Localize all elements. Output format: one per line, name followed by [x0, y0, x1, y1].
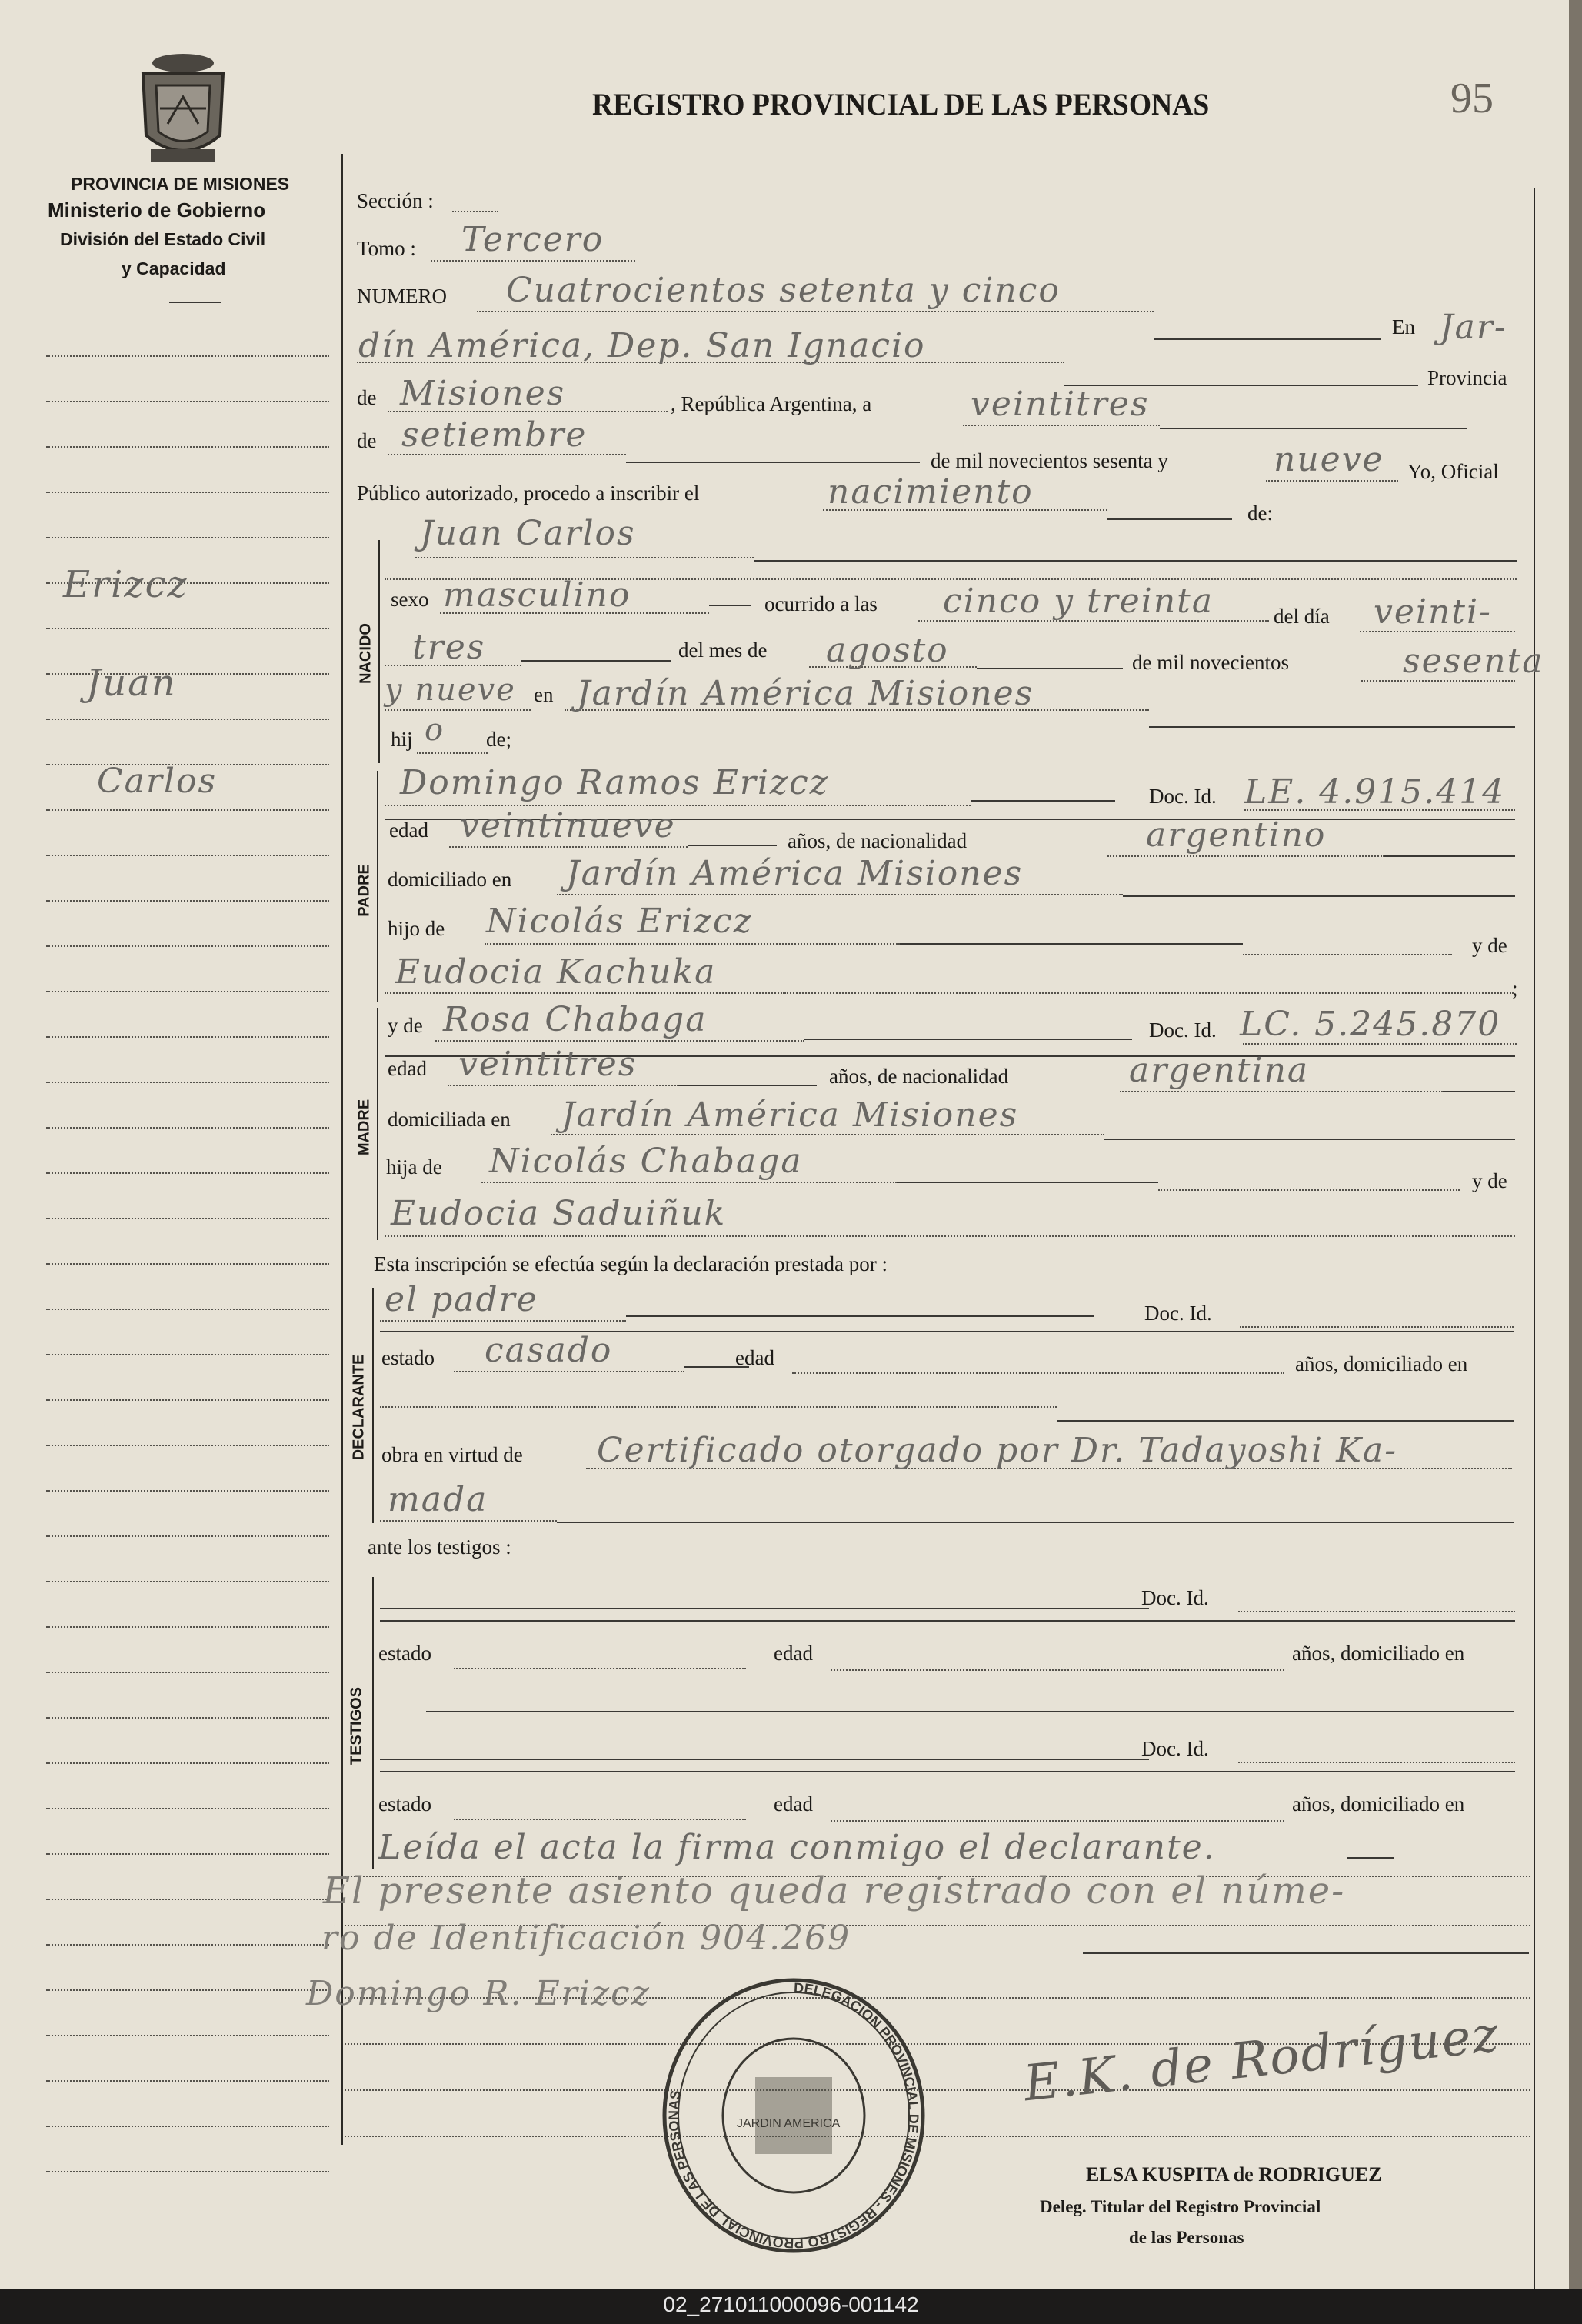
padre-semicolon: ; [1512, 977, 1518, 1000]
margin-rule [46, 401, 329, 402]
margin-rule [46, 1218, 329, 1219]
margin-rule [46, 1490, 329, 1492]
en-value-1: Jar- [1440, 308, 1507, 347]
margin-rule [46, 1354, 329, 1355]
official-name: ELSA KUSPITA de RODRIGUEZ [1086, 2163, 1382, 2186]
hora-value: cinco y treinta [943, 582, 1214, 621]
anio-nac-line-2 [385, 709, 531, 711]
margin-rule [46, 1082, 329, 1083]
margin-rule [46, 355, 329, 357]
margin-rule [46, 628, 329, 629]
official-stamp [655, 1969, 932, 2262]
testigo2-name-rule [380, 1759, 1149, 1760]
madre-nombre-line [435, 1040, 804, 1042]
dia-nac-rule [521, 660, 671, 662]
del-mes-label: del mes de [678, 639, 768, 662]
madre-dom-rule [1104, 1139, 1515, 1140]
madre-nac-line [1120, 1091, 1443, 1092]
margin-rule [46, 1853, 329, 1855]
madre-dom-value: Jardín América Misiones [561, 1095, 1019, 1135]
province-name: PROVINCIA DE MISIONES [71, 174, 290, 194]
margin-rule [46, 1263, 329, 1265]
padre-edad-value: veintinueve [460, 806, 676, 845]
lugar-nac-value: Jardín América Misiones [577, 674, 1034, 713]
mes-nac-value: agosto [826, 631, 949, 670]
anio-line [1266, 480, 1398, 482]
section-declarante: DECLARANTE [350, 1354, 368, 1461]
padre-y-de-label: y de [1472, 934, 1507, 957]
madre-dom-label: domiciliada en [388, 1108, 511, 1131]
declarante-dom-rule [1057, 1420, 1514, 1422]
testigo2-dom-label: años, domiciliado en [1292, 1792, 1465, 1816]
del-dia-label: del día [1274, 605, 1330, 628]
de-colon-label: de: [1247, 502, 1273, 525]
margin-rule [46, 1672, 329, 1673]
margin-rule [46, 2126, 329, 2127]
padre-nombre-rule [971, 800, 1115, 802]
declarante-doc-line [1240, 1326, 1514, 1328]
margin-rule [46, 1172, 329, 1174]
margin-rule [46, 1989, 329, 1991]
testigo2-doc-line [1238, 1762, 1515, 1763]
dia-value: veintitres [971, 385, 1150, 424]
padre-dom-value: Jardín América Misiones [566, 854, 1024, 893]
nombre-rule [754, 560, 1517, 562]
en-label: En [1392, 315, 1415, 338]
madre-edad-label: edad [388, 1057, 427, 1080]
margin-rule [46, 1626, 329, 1628]
note-rule-2 [1083, 1952, 1529, 1954]
header-rule [169, 302, 221, 303]
madre-doc-value: LC. 5.245.870 [1240, 1005, 1501, 1044]
section-padre: PADRE [355, 864, 373, 917]
testigo1-estado-label: estado [378, 1642, 431, 1665]
tomo-label: Tomo : [357, 237, 416, 260]
madre-hija-de-label: hija de [386, 1155, 442, 1179]
madre-nombre-value: Rosa Chabaga [443, 1000, 708, 1039]
madre-padre-line [481, 1182, 897, 1183]
division-name: División del Estado Civil [60, 229, 266, 249]
margin-surname: Erizcz [63, 563, 188, 606]
nombre-line [415, 557, 754, 558]
madre-padre-value: Nicolás Chabaga [489, 1142, 803, 1181]
declarante-signature: Domingo R. Erizcz [306, 1974, 651, 2013]
official-title-1: Deleg. Titular del Registro Provincial [1040, 2197, 1321, 2216]
testigo1-edad-label: edad [774, 1642, 813, 1665]
testigo1-estado-line [454, 1668, 746, 1669]
provincia-label: Provincia [1427, 366, 1507, 389]
declarante-edad-line [792, 1372, 1284, 1374]
mes-nac-rule [977, 668, 1123, 669]
padre-madre-line [385, 992, 784, 994]
declarante-value: el padre [385, 1280, 538, 1319]
nombre-value: Juan Carlos [420, 514, 636, 553]
republica-label: , República Argentina, a [671, 392, 872, 415]
hijo-suffix: o [425, 712, 445, 748]
dia-line [963, 425, 1160, 426]
registro-note-2: ro de Identificación 904.269 [321, 1919, 851, 1958]
hijo-label: hij [391, 728, 413, 751]
margin-first-name: Juan [86, 662, 177, 705]
madre-y-de-label: y de [388, 1014, 423, 1037]
padre-nac-value: argentino [1146, 815, 1327, 855]
madre-nac-label: años, de nacionalidad [829, 1065, 1009, 1088]
margin-rule [46, 719, 329, 720]
ante-label: ante los testigos : [368, 1535, 511, 1559]
declarante-estado-line [454, 1371, 684, 1372]
padre-edad-line [449, 846, 688, 848]
anio-value: nueve [1274, 440, 1384, 479]
de-mil2-label: de mil novecientos [1132, 651, 1289, 674]
section-madre: MADRE [355, 1099, 373, 1156]
testigo2-estado-line [454, 1819, 746, 1820]
madre-edad-rule [678, 1085, 817, 1086]
official-title-2: de las Personas [1129, 2228, 1244, 2247]
obra-value-2: mada [388, 1480, 488, 1519]
main-right-border [1534, 188, 1535, 2289]
declarante-rule [626, 1315, 1094, 1317]
padre-doc-label: Doc. Id. [1149, 785, 1217, 808]
acto-rule [1107, 518, 1232, 520]
declarante-dom-label: años, domiciliado en [1295, 1352, 1468, 1375]
margin-rule [46, 1717, 329, 1719]
dia-rule [1160, 428, 1467, 429]
mes-de-label: de [357, 429, 377, 452]
testigo2-doc-label: Doc. Id. [1141, 1737, 1209, 1760]
testigo1-dom-rule [426, 1711, 1514, 1712]
padre-hijo-de-label: hijo de [388, 917, 445, 940]
padre-nac-rule [1384, 855, 1515, 857]
numero-rule [1154, 338, 1381, 340]
declarante-estado-label: estado [381, 1346, 435, 1369]
margin-rule [46, 446, 329, 448]
testigo2-estado-label: estado [378, 1792, 431, 1816]
padre-madre-value: Eudocia Kachuka [395, 952, 717, 992]
padre-nombre-value: Domingo Ramos Erizcz [400, 763, 829, 802]
official-signature: E.K. de Rodríguez [1021, 2006, 1503, 2113]
padre-nac-label: años, de nacionalidad [788, 829, 968, 852]
testigo1-doc-label: Doc. Id. [1141, 1586, 1209, 1609]
testigos-border [372, 1577, 374, 1869]
padre-dom-label: domiciliado en [388, 868, 512, 891]
margin-rule [46, 1535, 329, 1537]
section-testigos: TESTIGOS [348, 1686, 365, 1766]
madre-padre-rule [897, 1182, 1158, 1183]
padre-doc-value: LE. 4.915.414 [1244, 772, 1506, 812]
declarante-line [380, 1320, 626, 1322]
coat-of-arms-emblem [129, 51, 237, 166]
dia-nac-value-1: veinti- [1374, 592, 1492, 632]
madre-y-de-label-2: y de [1472, 1169, 1507, 1192]
nacido-border [378, 540, 380, 763]
testigo1-edad-line [831, 1669, 1284, 1671]
capacity-name: y Capacidad [122, 258, 226, 278]
stamp-outer-text: DELEGACION PROVINCIAL DE MISIONES - REGISTRO PROVINCIAL DE LAS PERSONAS [665, 1979, 922, 2252]
margin-rule [46, 2080, 329, 2082]
section-nacido: NACIDO [357, 623, 375, 684]
madre-nac-rule [1443, 1091, 1515, 1092]
declarante-doc-label: Doc. Id. [1144, 1302, 1212, 1325]
madre-padre-line-2 [1158, 1189, 1460, 1191]
sexo-rule [709, 605, 751, 606]
margin-rule [46, 1944, 329, 1946]
sexo-value: masculino [443, 575, 631, 615]
hijo-de-label: de; [486, 728, 511, 751]
testigo1-rule [380, 1620, 1515, 1622]
padre-padre-rule [900, 943, 1243, 945]
margin-rule [46, 1309, 329, 1310]
madre-edad-line [448, 1085, 678, 1086]
madre-nac-value: argentina [1129, 1051, 1310, 1090]
hijo-line [417, 752, 488, 754]
acto-value: nacimiento [828, 472, 1034, 512]
obra-label: obra en virtud de [381, 1443, 523, 1466]
margin-rule [46, 1036, 329, 1038]
madre-edad-value: veintitres [458, 1045, 638, 1084]
testigo1-dom-label: años, domiciliado en [1292, 1642, 1465, 1665]
declarante-border [372, 1288, 374, 1523]
madre-border [377, 1008, 378, 1240]
seccion-label: Sección : [357, 189, 434, 212]
margin-second-name: Carlos [97, 762, 218, 801]
testigo2-edad-line [831, 1820, 1284, 1822]
anio-nac-value-1: sesenta [1403, 642, 1544, 681]
madre-madre-line [385, 1235, 1515, 1237]
testigo1-name-rule [380, 1608, 1149, 1609]
margin-rule [46, 537, 329, 538]
en2-label: en [534, 683, 554, 706]
padre-padre-line [485, 943, 900, 945]
leida-rule [1347, 1857, 1394, 1859]
page-number: 95 [1450, 75, 1494, 122]
padre-border [377, 771, 378, 1002]
provincia-value: Misiones [400, 374, 566, 413]
inscripcion-label: Esta inscripción se efectúa según la declaración prestada por : [374, 1252, 888, 1275]
padre-edad-rule [688, 845, 777, 846]
note-line-6 [345, 2136, 1530, 2137]
yo-oficial-label: Yo, Oficial [1407, 460, 1499, 483]
tomo-line [431, 260, 635, 262]
margin-rule [46, 1762, 329, 1764]
sexo-label: sexo [391, 588, 429, 611]
madre-madre-value: Eudocia Saduiñuk [391, 1194, 727, 1233]
image-caption: 02_271011000096-001142 [663, 2292, 919, 2316]
margin-rule [46, 1127, 329, 1129]
dia-nac-value-2: tres [412, 628, 486, 667]
provincia-de-label: de [357, 386, 377, 409]
margin-rule [46, 2171, 329, 2172]
padre-madre-line-2 [784, 992, 1514, 994]
obra-value-1: Certificado otorgado por Dr. Tadayoshi Ka- [597, 1431, 1398, 1470]
declarante-estado-value: casado [485, 1331, 613, 1370]
obra-rule [557, 1522, 1514, 1523]
padre-dom-line [557, 894, 1123, 895]
madre-nombre-rule [804, 1039, 1132, 1040]
registro-note-1: El presente asiento queda registrado con el núme- [323, 1869, 1346, 1912]
margin-rule [46, 945, 329, 947]
padre-edad-label: edad [389, 819, 428, 842]
ministry-name: Ministerio de Gobierno [48, 198, 266, 222]
mes-rule [626, 462, 920, 463]
margin-rule [46, 492, 329, 493]
numero-line [477, 311, 1154, 312]
padre-nac-line [1107, 855, 1384, 857]
margin-rule [46, 1581, 329, 1582]
book-edge [1569, 0, 1582, 2289]
margin-rule [46, 1399, 329, 1401]
padre-padre-line-2 [1243, 954, 1452, 955]
note-line-5 [345, 2089, 1530, 2091]
margin-rule [46, 1899, 329, 1900]
stamp-inner-text: JARDIN AMERICA [737, 2117, 841, 2130]
margin-rule [46, 1808, 329, 1809]
numero-label: NUMERO [357, 285, 448, 308]
margin-rule [46, 855, 329, 856]
anio-nac-value-2: y nueve [385, 672, 516, 708]
padre-padre-value: Nicolás Erizcz [486, 902, 753, 941]
testigo1-doc-line [1238, 1611, 1515, 1612]
tomo-value: Tercero [461, 220, 604, 259]
testigo2-rule [380, 1771, 1515, 1772]
declarante-edad-label: edad [735, 1346, 774, 1369]
lugar-nac-rule [1149, 726, 1515, 728]
margin-rule [46, 900, 329, 902]
document-title: REGISTRO PROVINCIAL DE LAS PERSONAS [592, 87, 1210, 122]
testigo2-edad-label: edad [774, 1792, 813, 1816]
ocurrido-label: ocurrido a las [764, 592, 878, 615]
de-mil-label: de mil novecientos sesenta y [931, 449, 1168, 472]
seccion-line [452, 211, 498, 212]
madre-doc-label: Doc. Id. [1149, 1019, 1217, 1042]
declarante-dom-line [380, 1406, 1057, 1408]
margin-rule [46, 809, 329, 811]
obra-line-2 [380, 1520, 557, 1522]
padre-dom-rule [1123, 895, 1515, 897]
margin-rule [46, 2035, 329, 2036]
en-value-2: dín América, Dep. San Ignacio [358, 326, 926, 365]
margin-rule [46, 1445, 329, 1446]
main-left-border [341, 154, 343, 2145]
publico-label: Público autorizado, procedo a inscribir el [357, 482, 700, 505]
leida-note: Leída el acta la firma conmigo el declarante. [378, 1828, 1216, 1867]
margin-rule [46, 991, 329, 992]
mes-value: setiembre [401, 415, 588, 455]
numero-value: Cuatrocientos setenta y cinco [506, 271, 1061, 310]
